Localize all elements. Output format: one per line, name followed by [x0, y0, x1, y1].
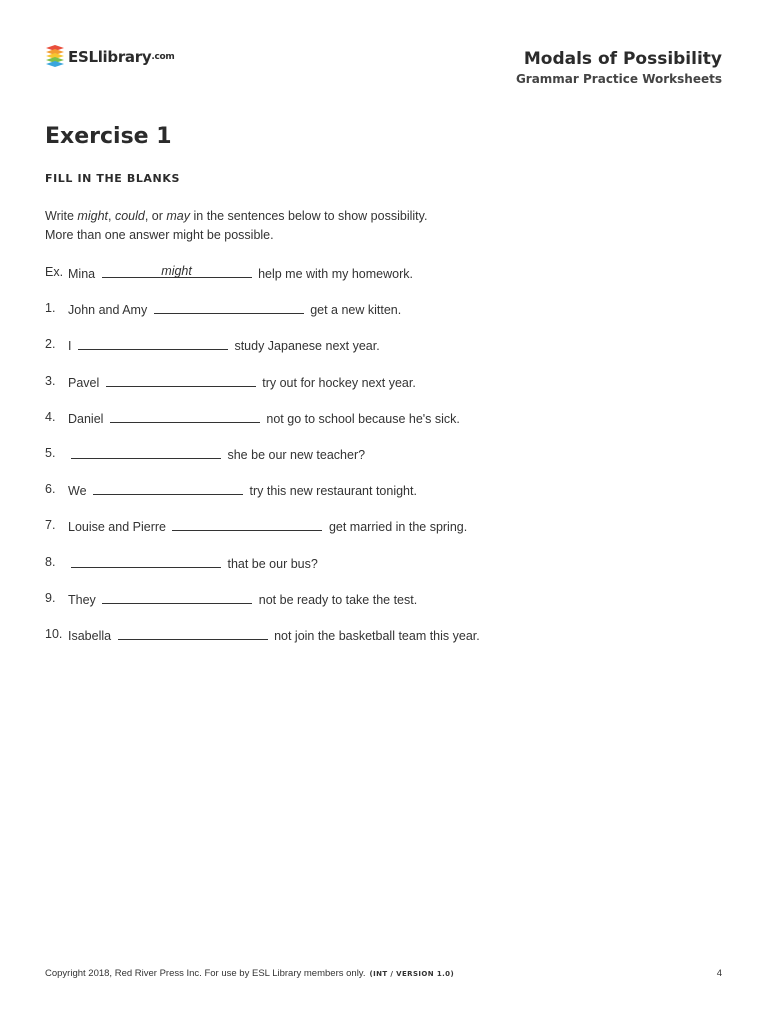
version-text: (INT / VERSION 1.0): [369, 970, 455, 978]
answer-blank[interactable]: [71, 553, 221, 568]
item-text: [68, 372, 416, 408]
item-before: Mina: [68, 267, 96, 281]
instr-suffix: in the sentences below to show possibility.: [190, 209, 428, 223]
instr-word-might: might: [77, 209, 108, 223]
item-before: Isabella: [68, 628, 112, 643]
logo-suffix-text: .com: [151, 52, 175, 62]
exercise-item: [45, 589, 725, 625]
instructions: [45, 207, 427, 244]
item-number: 7.: [45, 518, 56, 533]
exercise-title: Exercise 1: [45, 124, 172, 149]
item-before: Daniel: [68, 411, 104, 426]
item-number: 5.: [45, 445, 56, 460]
answer-blank[interactable]: [118, 625, 268, 640]
book-stack-icon: [44, 44, 66, 70]
document-subtitle: Grammar Practice Worksheets: [515, 72, 722, 86]
logo-brand-text: ESLlibrary: [68, 48, 152, 66]
exercise-item: [45, 553, 725, 589]
item-before: John and Amy: [68, 303, 148, 318]
exercise-item: [45, 372, 725, 408]
instr-sep-2: , or: [144, 209, 167, 223]
page-number: 4: [716, 968, 722, 979]
instructions-line-2: More than one answer might be possible.: [45, 227, 274, 242]
item-after: she be our new teacher?: [227, 447, 366, 462]
answer-blank[interactable]: [172, 516, 322, 531]
item-text: [68, 263, 413, 299]
answer-blank[interactable]: [71, 444, 221, 459]
answer-blank[interactable]: [102, 589, 252, 604]
section-label: FILL IN THE BLANKS: [45, 172, 180, 185]
instructions-line-1: [45, 207, 427, 226]
answer-blank: [102, 263, 252, 278]
answer-blank[interactable]: [78, 335, 228, 350]
item-after: try out for hockey next year.: [262, 375, 416, 390]
exercise-item: [45, 480, 725, 516]
item-after: that be our bus?: [227, 556, 318, 571]
item-text: [68, 516, 467, 552]
answer-blank[interactable]: [154, 299, 304, 314]
item-before: Pavel: [68, 375, 100, 390]
instr-sep-1: ,: [108, 209, 115, 223]
item-text: [68, 408, 460, 444]
esl-library-logo: [44, 44, 174, 70]
item-number: 8.: [45, 554, 56, 569]
item-number: 9.: [45, 590, 56, 605]
item-before: We: [68, 484, 87, 499]
item-text: [68, 589, 417, 625]
exercise-item: [45, 444, 725, 480]
item-number: 2.: [45, 337, 56, 352]
document-header: [516, 48, 722, 87]
item-text: [68, 444, 365, 480]
item-number: 3.: [45, 373, 56, 388]
instr-word-may: may: [166, 209, 191, 223]
item-after: not join the basketball team this year.: [274, 628, 480, 643]
item-after: help me with my homework.: [258, 267, 413, 281]
item-number: 4.: [45, 409, 56, 424]
exercise-items: [45, 263, 725, 661]
item-after: study Japanese next year.: [234, 339, 380, 354]
footer: [45, 968, 454, 979]
example-item: [45, 263, 725, 299]
answer-blank[interactable]: [110, 408, 260, 423]
item-before: They: [68, 592, 96, 607]
item-text: [68, 553, 318, 589]
exercise-item: [45, 516, 725, 552]
example-answer: might: [161, 264, 192, 278]
document-title: Modals of Possibility: [523, 49, 722, 69]
item-after: not go to school because he's sick.: [266, 411, 460, 426]
item-after: try this new restaurant tonight.: [249, 484, 417, 499]
item-after: get married in the spring.: [328, 520, 468, 535]
exercise-item: [45, 625, 725, 661]
exercise-item: [45, 299, 725, 335]
item-after: get a new kitten.: [310, 303, 402, 318]
item-before: Louise and Pierre: [68, 520, 166, 535]
item-number: Ex.: [45, 265, 64, 279]
exercise-item: [45, 408, 725, 444]
instr-prefix: Write: [45, 209, 78, 223]
item-text: [68, 335, 380, 371]
item-number: 6.: [45, 482, 56, 497]
answer-blank[interactable]: [106, 372, 256, 387]
instr-word-could: could: [114, 209, 145, 223]
item-before: I: [68, 339, 72, 354]
item-number: 10.: [45, 626, 63, 641]
exercise-item: [45, 335, 725, 371]
item-text: [68, 299, 401, 335]
answer-blank[interactable]: [93, 480, 243, 495]
item-text: [68, 480, 417, 516]
item-number: 1.: [45, 301, 56, 316]
item-after: not be ready to take the test.: [258, 592, 418, 607]
copyright-text: Copyright 2018, Red River Press Inc. For use by ESL Library members only.: [45, 968, 366, 979]
item-text: [68, 625, 480, 661]
